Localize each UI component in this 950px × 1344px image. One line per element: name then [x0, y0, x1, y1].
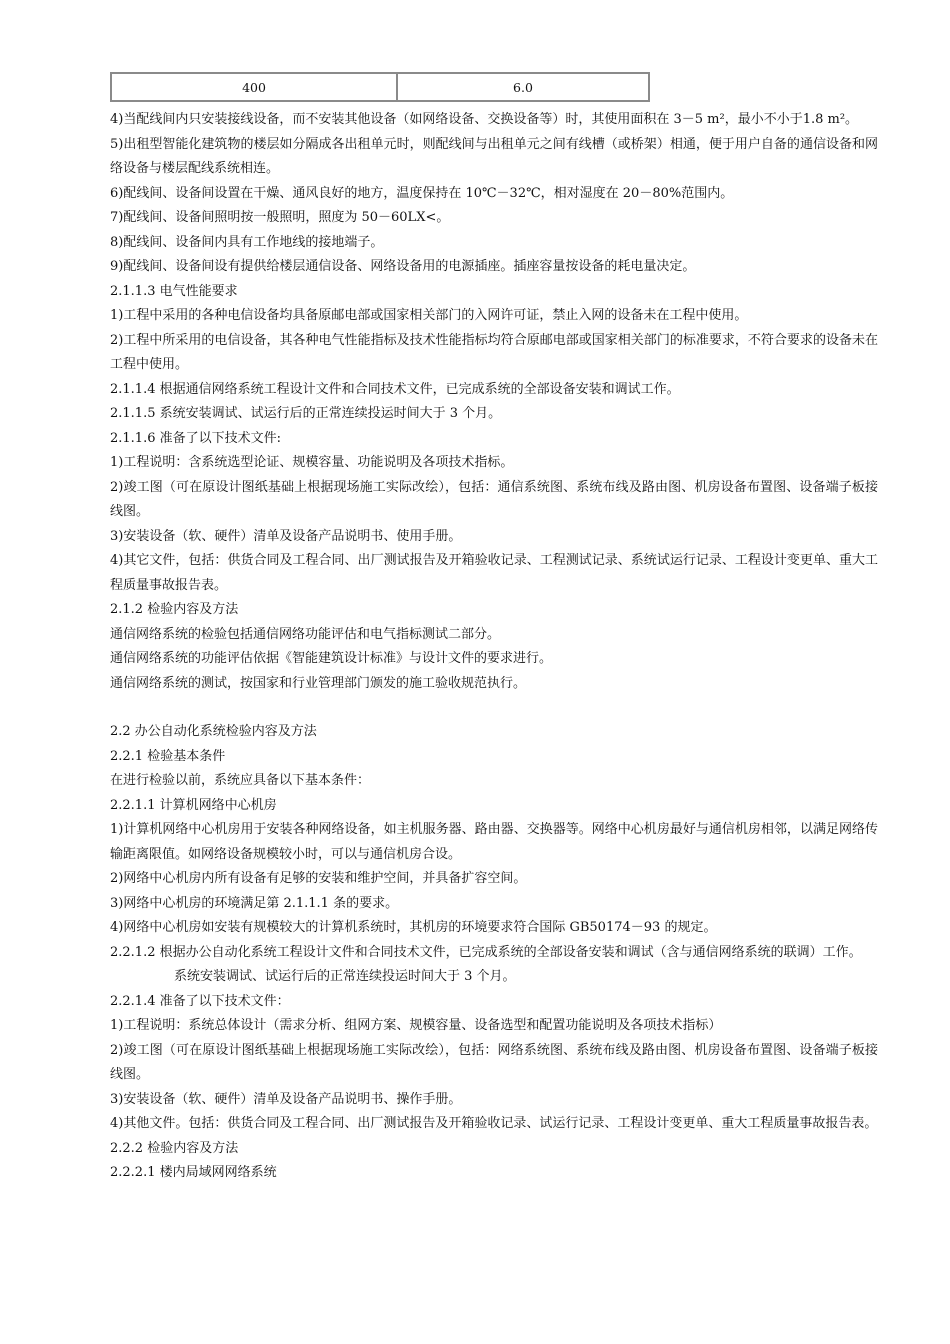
paragraph: 通信网络系统的测试，按国家和行业管理部门颁发的施工验收规范执行。: [110, 675, 527, 691]
paragraph: 2.1.1.5 系统安装调试、试运行后的正常连续投运时间大于 3 个月。: [110, 406, 502, 421]
section-heading: 2.1.1.3 电气性能要求: [110, 283, 238, 299]
paragraph: 3)网络中心机房的环境满足第 2.1.1.1 条的要求。: [110, 895, 399, 911]
blank-line: [110, 696, 878, 720]
section-heading: 2.2.2 检验内容及方法: [110, 1140, 239, 1156]
paragraph: 1)计算机网络中心机房用于安装各种网络设备，如主机服务器、路由器、交换器等。网络中心机房最好与通信机房相邻，以满足网络传输距离限值。如网络设备规模较小时，可以与通信机房合设。: [110, 822, 878, 862]
paragraph: 2.2.1.2 根据办公自动化系统工程设计文件和合同技术文件，已完成系统的全部设备安装和调试（含与通信网络系统的联调）工作。: [110, 944, 862, 960]
table-cell-2: 6.0: [513, 79, 533, 95]
paragraph: 4)网络中心机房如安装有规模较大的计算机系统时，其机房的环境要求符合国际 GB50174－93 的规定。: [110, 920, 717, 935]
document-body: [110, 108, 878, 1186]
section-heading: 2.2.2.1 楼内局域网网络系统: [110, 1165, 277, 1180]
section-heading: 2.2.1.1 计算机网络中心机房: [110, 797, 277, 813]
section-heading: 2.1.2 检验内容及方法: [110, 602, 239, 617]
paragraph: 4)其它文件，包括：供货合同及工程合同、出厂测试报告及开箱验收记录、工程测试记录、系统试运行记录、工程设计变更单、重大工程质量事故报告表。: [110, 553, 878, 593]
section-heading: 2.2 办公自动化系统检验内容及方法: [110, 724, 317, 739]
paragraph: 1)工程说明：含系统选型论证、规模容量、功能说明及各项技术指标。: [110, 455, 514, 470]
paragraph: 2)工程中所采用的电信设备，其各种电气性能指标及技术性能指标均符合原邮电部或国家相关部门的标准要求，不符合要求的设备未在工程中使用。: [110, 332, 878, 372]
paragraph: 7)配线间、设备间照明按一般照明，照度为 50－60LX<。: [110, 210, 450, 225]
paragraph: 2.1.1.4 根据通信网络系统工程设计文件和合同技术文件，已完成系统的全部设备安装和调试工作。: [110, 381, 680, 397]
paragraph: 1)工程说明：系统总体设计（需求分析、组网方案、规模容量、设备选型和配置功能说明及各项技术指标）: [110, 1018, 722, 1033]
paragraph: 6)配线间、设备间设置在干燥、通风良好的地方，温度保持在 10℃－32℃，相对湿度在 20－80%范围内。: [110, 185, 734, 201]
paragraph: 在进行检验以前，系统应具备以下基本条件：: [110, 773, 371, 788]
paragraph: 4)其他文件。包括：供货合同及工程合同、出厂测试报告及开箱验收记录、试运行记录、工程设计变更单、重大工程质量事故报告表。: [110, 1116, 878, 1131]
paragraph: 2)竣工图（可在原设计图纸基础上根据现场施工实际改绘），包括：通信系统图、系统布线及路由图、机房设备布置图、设备端子板接线图。: [110, 479, 878, 519]
section-heading: 2.2.1.4 准备了以下技术文件：: [110, 993, 290, 1009]
paragraph: 3)安装设备（软、硬件）清单及设备产品说明书、操作手册。: [110, 1091, 462, 1107]
section-heading: 2.2.1 检验基本条件: [110, 748, 226, 764]
paragraph: 系统安装调试、试运行后的正常连续投运时间大于 3 个月。: [174, 969, 516, 984]
paragraph: 9)配线间、设备间设有提供给楼层通信设备、网络设备用的电源插座。插座容量按设备的耗电量决定。: [110, 259, 696, 274]
paragraph: 4)当配线间内只安装接线设备，而不安装其他设备（如网络设备、交换设备等）时，其使用面积在 3－5 m²，最小不小于1.8 m²。: [110, 112, 859, 127]
paragraph: 5)出租型智能化建筑物的楼层如分隔成各出租单元时，则配线间与出租单元之间有线槽（或桥架）相通，便于用户自备的通信设备和网络设备与楼层配线系统相连。: [110, 136, 878, 176]
table-cell-1: 400: [112, 74, 398, 100]
paragraph: 3)安装设备（软、硬件）清单及设备产品说明书、使用手册。: [110, 528, 462, 544]
paragraph: 2)竣工图（可在原设计图纸基础上根据现场施工实际改绘），包括：网络系统图、系统布线及路由图、机房设备布置图、设备端子板接线图。: [110, 1042, 878, 1082]
data-table-row: [110, 72, 650, 102]
section-heading: 2.1.1.6 准备了以下技术文件:: [110, 430, 281, 446]
paragraph: 通信网络系统的功能评估依据《智能建筑设计标准》与设计文件的要求进行。: [110, 651, 553, 666]
paragraph: 1)工程中采用的各种电信设备均具备原邮电部或国家相关部门的入网许可证，禁止入网的设备未在工程中使用。: [110, 308, 748, 323]
paragraph: 通信网络系统的检验包括通信网络功能评估和电气指标测试二部分。: [110, 626, 501, 642]
paragraph: 8)配线间、设备间内具有工作地线的接地端子。: [110, 234, 384, 250]
paragraph: 2)网络中心机房内所有设备有足够的安装和维护空间，并具备扩容空间。: [110, 871, 527, 886]
